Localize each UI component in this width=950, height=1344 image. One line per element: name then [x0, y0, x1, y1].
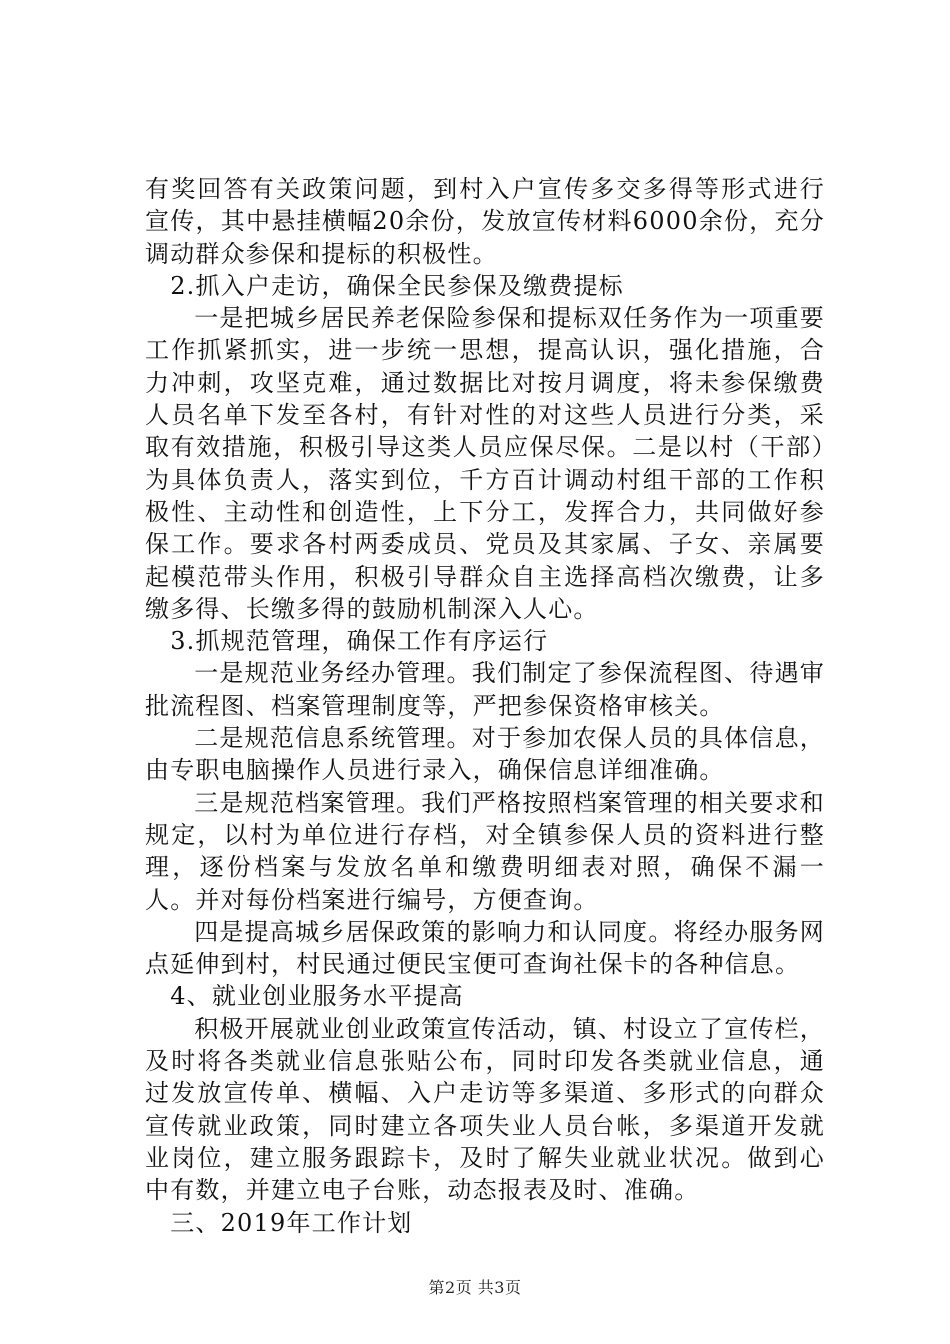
paragraph-body: 一是把城乡居民养老保险参保和提标双任务作为一项重要工作抓紧抓实，进一步统一思想，提高认识，强化措施，合力冲刺，攻坚克难，通过数据比对按月调度，将未参保缴费人员名单下发至各村，有针对性的对这些人员进行分类，采取有效措施，积极引导这类人员应保尽保。二是以村（干部）为具体负责人，落实到位，千方百计调动村组干部的工作积极性、主动性和创造性，上下分工，发挥合力，共同做好参保工作。要求各村两委成员、党员及其家属、子女、亲属要起模范带头作用，积极引导群众自主选择高档次缴费，让多缴多得、长缴多得的鼓励机制深入人心。 — [145, 304, 825, 623]
section-heading-2: 2.抓入户走访，确保全民参保及缴费提标 — [170, 271, 624, 300]
paragraph-body: 二是规范信息系统管理。对于参加农保人员的具体信息，由专职电脑操作人员进行录入，确保信息详细准确。 — [145, 724, 825, 785]
paragraph-body: 四是提高城乡居保政策的影响力和认同度。将经办服务网点延伸到村，村民通过便民宝便可查询社保卡的各种信息。 — [145, 917, 825, 979]
page-number-footer: 第2页 共3页 — [428, 1278, 522, 1297]
section-heading-4: 4、就业创业服务水平提高 — [170, 982, 464, 1011]
paragraph-body: 积极开展就业创业政策宣传活动，镇、村设立了宣传栏，及时将各类就业信息张贴公布，同时印发各类就业信息，通过发放宣传单、横幅、入户走访等多渠道、多形式的向群众宣传就业政策，同时建立各项失业人员台帐，多渠道开发就业岗位，建立服务跟踪卡，及时了解失业就业状况。做到心中有数，并建立电子台账，动态报表及时、准确。 — [145, 1014, 825, 1205]
paragraph-continuation: 有奖回答有关政策问题，到村入户宣传多交多得等形式进行宣传，其中悬挂横幅20余份，发放宣传材料6000余份，充分调动群众参保和提标的积极性。 — [145, 175, 825, 268]
paragraph-body: 一是规范业务经办管理。我们制定了参保流程图、待遇审批流程图、档案管理制度等，严把参保资格审核关。 — [145, 659, 825, 720]
section-heading-3: 3.抓规范管理，确保工作有序运行 — [170, 627, 549, 656]
paragraph-body: 三是规范档案管理。我们严格按照档案管理的相关要求和规定，以村为单位进行存档，对全镇参保人员的资料进行整理，逐份档案与发放名单和缴费明细表对照，确保不漏一人。并对每份档案进行编号，方便查询。 — [145, 788, 825, 914]
section-heading-plan: 三、2019年工作计划 — [170, 1208, 413, 1237]
document-body — [145, 173, 825, 1239]
